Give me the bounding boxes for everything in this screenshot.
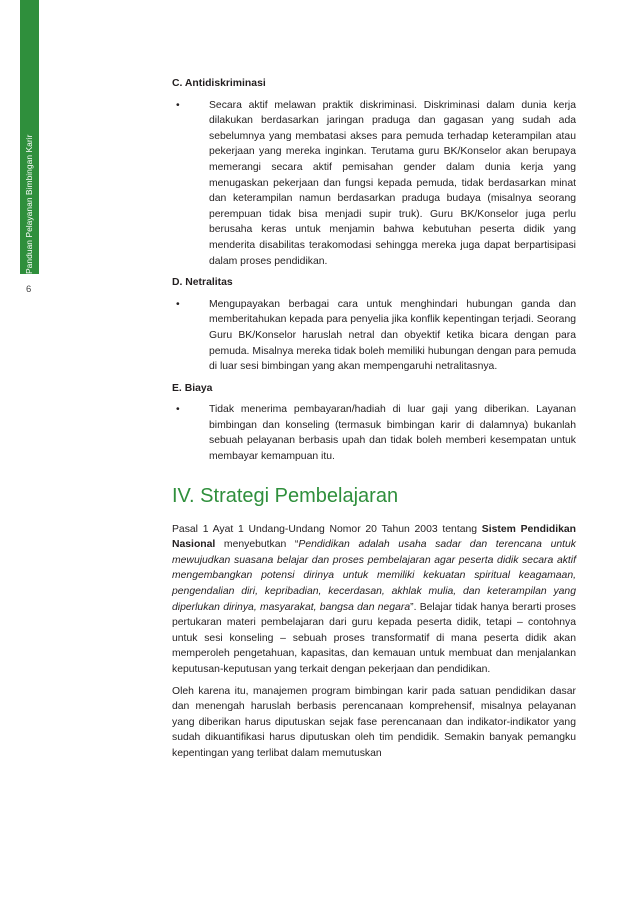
main-content	[172, 76, 576, 768]
bullet-text: Mengupayakan berbagai cara untuk menghindari hubungan ganda dan memberitahukan kepada para penyelia jika konflik kepentingan terjadi. Seorang Guru BK/Konselor haruslah netral dan obyektif ketika bicara dengan para pemuda. Misalnya mereka tidak boleh memiliki hubungan dengan para pemuda di luar sesi bimbingan yang akan mempengaruhi netralitasnya.	[209, 298, 576, 373]
paragraph-2: Oleh karena itu, manajemen program bimbingan karir pada satuan pendidikan dasar dan menengah haruslah berbasis perencanaan komprehensif, misalnya pelayanan yang diberikan harus diputuskan sejak fase perencanaan dan indikator-indikator yang sudah dikuantifikasi harus diputuskan oleh tim pendidik. Semakin banyak pemangku kepentingan yang terlibat dalam memutuskan	[172, 685, 576, 759]
bullet-icon: •	[176, 99, 180, 111]
p1-bold: Sistem Pendidikan Nasional	[172, 523, 576, 551]
p1-text-c: ”. Belajar tidak hanya berarti proses pertukaran materi pembelajaran dari guru kepada peserta didik, tetapi – contohnya untuk sesi konseling – sebuah proses transformatif di mana peserta didik akan memperoleh pengetahuan, kapasitas, dan kemauan untuk membuat dan menjalankan keputusan-keputusan yang terkait dengan pekerjaan dan pendidikan.	[172, 601, 576, 675]
section-heading-e: E. Biaya	[172, 382, 213, 394]
side-bar	[20, 0, 39, 274]
side-title: Panduan Pelayanan Bimbingan Karir	[24, 134, 34, 274]
bullet-text: Secara aktif melawan praktik diskriminasi. Diskriminasi dalam dunia kerja dilakukan berdasarkan jaringan praduga dan gagasan yang sudah ada sebelumnya yang membatasi akses para pemuda terhadap keterampilan atau pekerjaan yang mereka inginkan. Terutama guru BK/Konselor akan berupaya memerangi secara aktif pemisahan gender dalam dunia kerja yang menugaskan pekerjaan dan fungsi kepada pemuda, tidak berdasarkan minat dan keterampilan namun berdasarkan praduga budaya (misalnya seorang perempuan tidak bisa menjadi supir truk). Guru BK/Konselor juga perlu berusaha keras untuk menjamin bahwa kebutuhan peserta didik yang menderita disabilitas terakomodasi sehingga mereka juga dapat berpartisipasi dalam proses pendidikan.	[209, 99, 576, 267]
bullet-text: Tidak menerima pembayaran/hadiah di luar gaji yang diberikan. Layanan bimbingan dan konseling (termasuk bimbingan karir di dalamnya) bukanlah sebuah pelayanan berbasis upah dan tidak boleh memberi kesempatan untuk membayar kemampuan itu.	[209, 404, 576, 463]
page-number: 6	[26, 284, 32, 295]
bullet-item	[172, 402, 576, 464]
p1-text-a: Pasal 1 Ayat 1 Undang-Undang Nomor 20 Tahun 2003 tentang	[172, 523, 482, 535]
bullet-item	[172, 297, 576, 375]
bullet-icon: •	[176, 404, 180, 416]
section-heading-c: C. Antidiskriminasi	[172, 78, 266, 89]
bullet-icon: •	[176, 298, 180, 310]
p1-text-b: menyebutkan “	[215, 539, 299, 551]
chapter-title: IV. Strategi Pembelajaran	[172, 484, 399, 507]
paragraph-1	[172, 522, 576, 678]
bullet-item	[172, 98, 576, 270]
p1-italic: Pendidikan adalah usaha sadar dan terencana untuk mewujudkan suasana belajar dan proses pembelajaran agar peserta didik secara aktif mengembangkan potensi dirinya untuk memiliki kekuatan spiritual keagamaan, pengendalian diri, kepribadian, kecerdasan, akhlak mulia, dan keterampilan yang diperlukan dirinya, masyarakat, bangsa dan negara	[172, 539, 576, 613]
section-heading-d: D. Netralitas	[172, 277, 233, 289]
